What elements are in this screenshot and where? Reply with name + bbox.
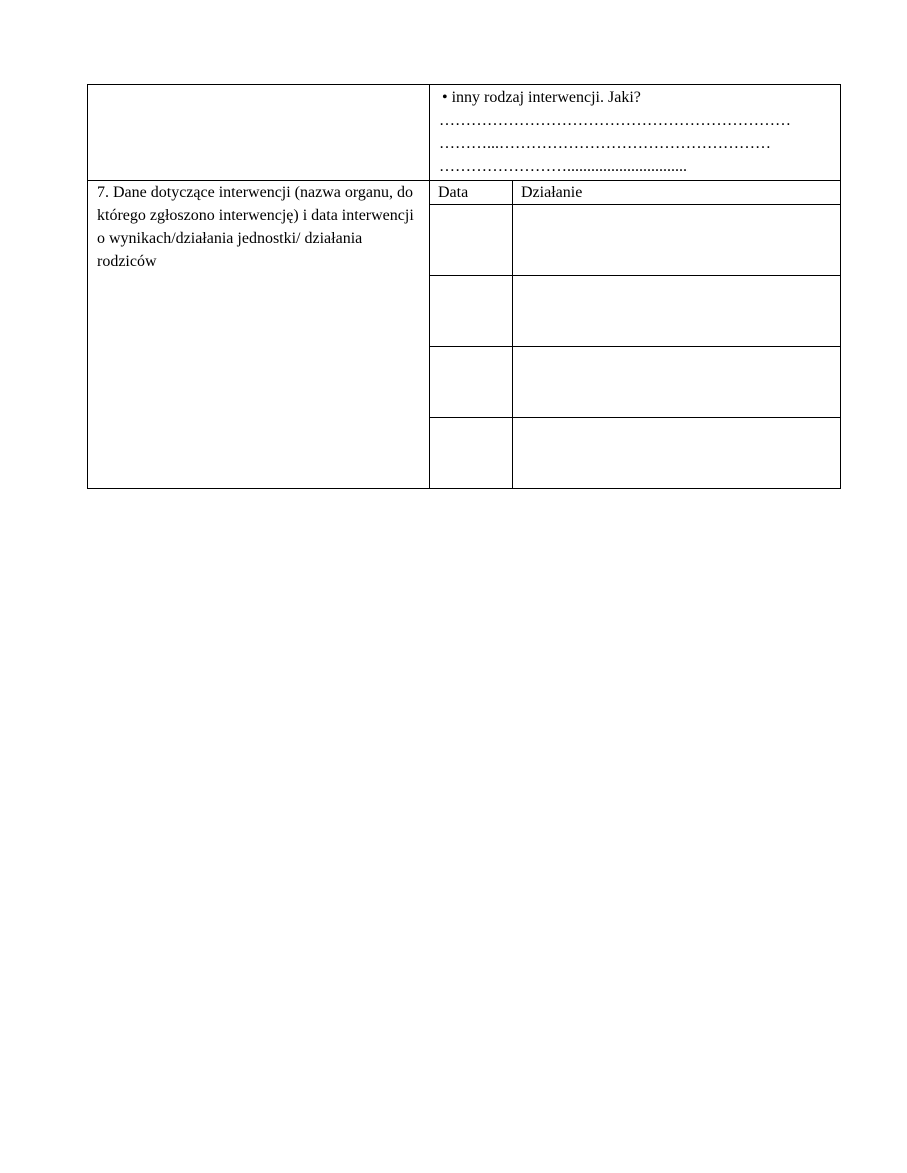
action-cell[interactable] <box>513 347 841 418</box>
empty-label-cell <box>88 85 430 181</box>
date-cell[interactable] <box>430 276 513 347</box>
action-cell[interactable] <box>513 418 841 489</box>
other-intervention-question: • inny rodzaj interwencji. Jaki? <box>442 89 641 106</box>
answer-line-3[interactable]: …………………….............................. <box>439 158 687 175</box>
intervention-form-table <box>87 84 841 489</box>
date-cell[interactable] <box>430 418 513 489</box>
other-intervention-cell <box>430 85 841 181</box>
action-cell[interactable] <box>513 205 841 276</box>
date-cell[interactable] <box>430 347 513 418</box>
column-header-action: Działanie <box>513 181 841 205</box>
column-header-date: Data <box>430 181 513 205</box>
date-cell[interactable] <box>430 205 513 276</box>
other-intervention-row <box>88 85 841 181</box>
section-7-label: 7. Dane dotyczące interwencji (nazwa organu, do którego zgłoszono interwencję) i data interwencji o wynikach/działania jednostki/ działania rodziców <box>88 181 430 489</box>
action-cell[interactable] <box>513 276 841 347</box>
section-7-header-row <box>88 181 841 205</box>
answer-line-1[interactable]: ………………………………………………………… <box>439 112 791 129</box>
answer-line-2[interactable]: ………...…………………………………………… <box>439 135 771 152</box>
